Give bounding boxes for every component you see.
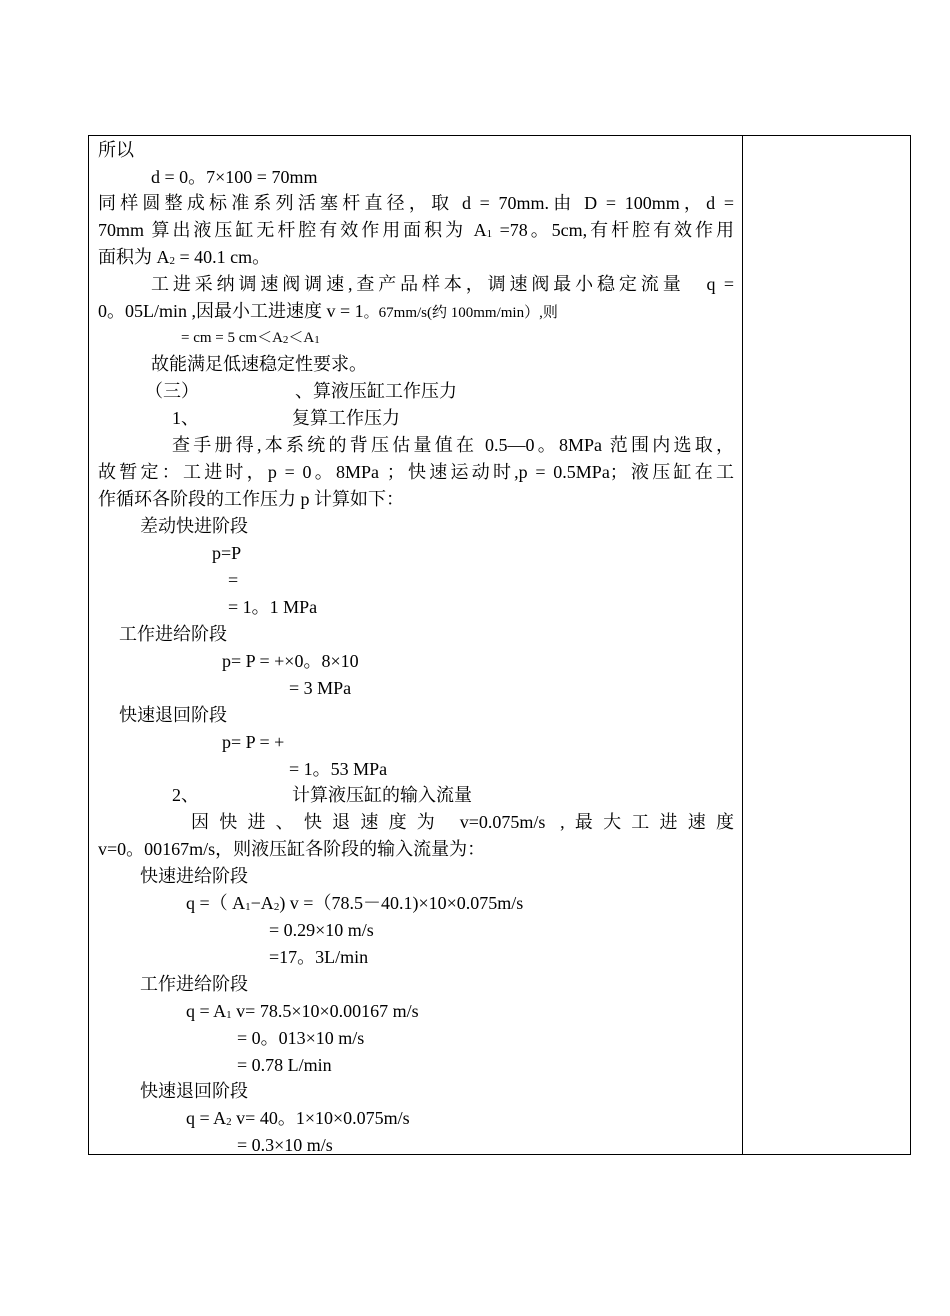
- subsection-heading: [292, 785, 472, 805]
- subscript: 2: [169, 255, 175, 267]
- text-line: [151, 354, 367, 374]
- formula-line: [222, 651, 359, 671]
- text-span: = 0.3×10 m/s: [237, 1135, 333, 1155]
- text-span: p= P = +×0。8×10: [222, 651, 359, 671]
- text-span: 所以: [98, 140, 134, 160]
- formula-line: [222, 732, 284, 752]
- stage-label: [119, 705, 227, 725]
- stage-label: [119, 624, 227, 644]
- text-line: [98, 839, 485, 859]
- text-line: [98, 140, 134, 160]
- subscript: 1: [314, 334, 320, 346]
- formula-line: [186, 893, 523, 916]
- text-span: 工进采纳调速阀调速,查产品样本，调速阀最小稳定流量 q =: [151, 274, 734, 294]
- text-span: =78。5cm,有杆腔有效作用: [492, 220, 734, 240]
- text-span: = 0.78 L/min: [237, 1055, 332, 1075]
- section-heading: [145, 381, 199, 401]
- text-span: ) v =（78.5－40.1)×10×0.075m/s: [279, 893, 524, 913]
- stage-label: [140, 974, 248, 994]
- text-line: [98, 193, 734, 213]
- text-span: 计算液压缸的输入流量: [292, 785, 472, 805]
- text-span: 2、: [172, 785, 199, 805]
- text-span: 因快进、快退速度为 v=0.075m/s ,最大工进速度: [191, 812, 734, 832]
- text-line: [98, 247, 270, 270]
- formula-line: [186, 1108, 410, 1131]
- formula-line: [289, 678, 351, 698]
- text-span: = 1。1 MPa: [228, 597, 318, 617]
- text-line: [191, 812, 734, 832]
- text-span: 作循环各阶段的工作压力 p 计算如下：: [98, 489, 404, 509]
- text-span: 1、: [172, 408, 199, 428]
- text-span: q =（ A: [186, 893, 246, 913]
- text-span: = 3 MPa: [289, 678, 352, 698]
- text-span: p=P: [212, 543, 242, 563]
- text-line: [151, 167, 317, 187]
- text-span: = 1。53 MPa: [289, 759, 388, 779]
- text-span: 面积为 A: [98, 247, 170, 267]
- text-span: 0。05L/min ,因最小工进速度 v = 1: [98, 301, 364, 321]
- text-span: 70mm 算出液压缸无杆腔有效作用面积为 A: [98, 220, 487, 240]
- text-span: 故暂定：工进时，p = 0。8MPa ；快速运动时,p = 0.5MPa；液压缸在工: [98, 462, 734, 482]
- text-span: 故能满足低速稳定性要求。: [151, 354, 367, 374]
- subscript: 2: [273, 901, 280, 913]
- text-span: ＜A: [288, 330, 315, 346]
- subscript: 2: [226, 1116, 232, 1128]
- formula-line: [237, 1135, 333, 1155]
- text-span: 复算工作压力: [292, 408, 400, 428]
- formula-line: [289, 759, 387, 779]
- subscript: 1: [486, 228, 493, 240]
- subscript: 1: [226, 1009, 232, 1021]
- text-line: [172, 435, 734, 455]
- formula-line: [237, 1055, 332, 1075]
- formula-line: [228, 570, 238, 590]
- text-span: = 0。013×10 m/s: [237, 1028, 365, 1048]
- text-span: （三）: [145, 381, 199, 401]
- subscript: 1: [245, 901, 251, 913]
- text-span: 查手册得,本系统的背压估量值在 0.5—0。8MPa 范围内选取，: [172, 435, 734, 455]
- formula-line: [212, 543, 241, 563]
- subsection-heading: [172, 785, 199, 805]
- text-span: −A: [250, 893, 274, 913]
- text-line: [98, 462, 734, 482]
- text-span: q = A: [186, 1108, 227, 1128]
- text-span: 快速退回阶段: [140, 1081, 248, 1101]
- content-table: [88, 135, 911, 1155]
- formula-line: [269, 920, 374, 940]
- text-span: =: [228, 570, 239, 590]
- subscript: 2: [282, 334, 289, 346]
- text-span: v= 78.5×10×0.00167 m/s: [231, 1001, 419, 1021]
- subsection-heading: [172, 408, 199, 428]
- text-span: v= 40。1×10×0.075m/s: [231, 1108, 410, 1128]
- text-line: [98, 489, 404, 509]
- text-line: [98, 220, 734, 243]
- section-heading: [295, 381, 457, 401]
- text-span: 工作进给阶段: [140, 974, 248, 994]
- text-span: d = 0。7×100 = 70mm: [151, 167, 318, 187]
- formula-line: [237, 1028, 364, 1048]
- text-line: [151, 274, 734, 294]
- stage-label: [140, 866, 248, 886]
- text-span: 快速进给阶段: [140, 866, 248, 886]
- stage-label: [140, 516, 248, 536]
- text-line: [98, 301, 558, 323]
- text-span: = 40.1 cm。: [175, 247, 271, 267]
- text-span: 。67mm/s(约 100mm/min）,则: [363, 305, 558, 321]
- text-span: 工作进给阶段: [119, 624, 227, 644]
- text-span: = cm = 5 cm＜A: [181, 330, 283, 346]
- text-span: q = A: [186, 1001, 227, 1021]
- formula-line: [228, 597, 317, 617]
- text-span: 快速退回阶段: [119, 705, 227, 725]
- text-span: =17。3L/min: [269, 947, 369, 967]
- text-span: 、算液压缸工作压力: [295, 381, 457, 401]
- text-span: = 0.29×10 m/s: [269, 920, 374, 940]
- text-span: p= P = +: [222, 732, 285, 752]
- column-divider: [742, 136, 743, 1154]
- formula-line: [186, 1001, 419, 1024]
- subsection-heading: [292, 408, 400, 428]
- text-span: v=0。00167m/s，则液压缸各阶段的输入流量为：: [98, 839, 486, 859]
- stage-label: [140, 1081, 248, 1101]
- text-span: 差动快进阶段: [140, 516, 248, 536]
- formula-line: [269, 947, 368, 967]
- text-span: 同样圆整成标准系列活塞杆直径，取 d = 70mm.由 D = 100mm，d =: [98, 193, 734, 213]
- text-line: [181, 328, 320, 349]
